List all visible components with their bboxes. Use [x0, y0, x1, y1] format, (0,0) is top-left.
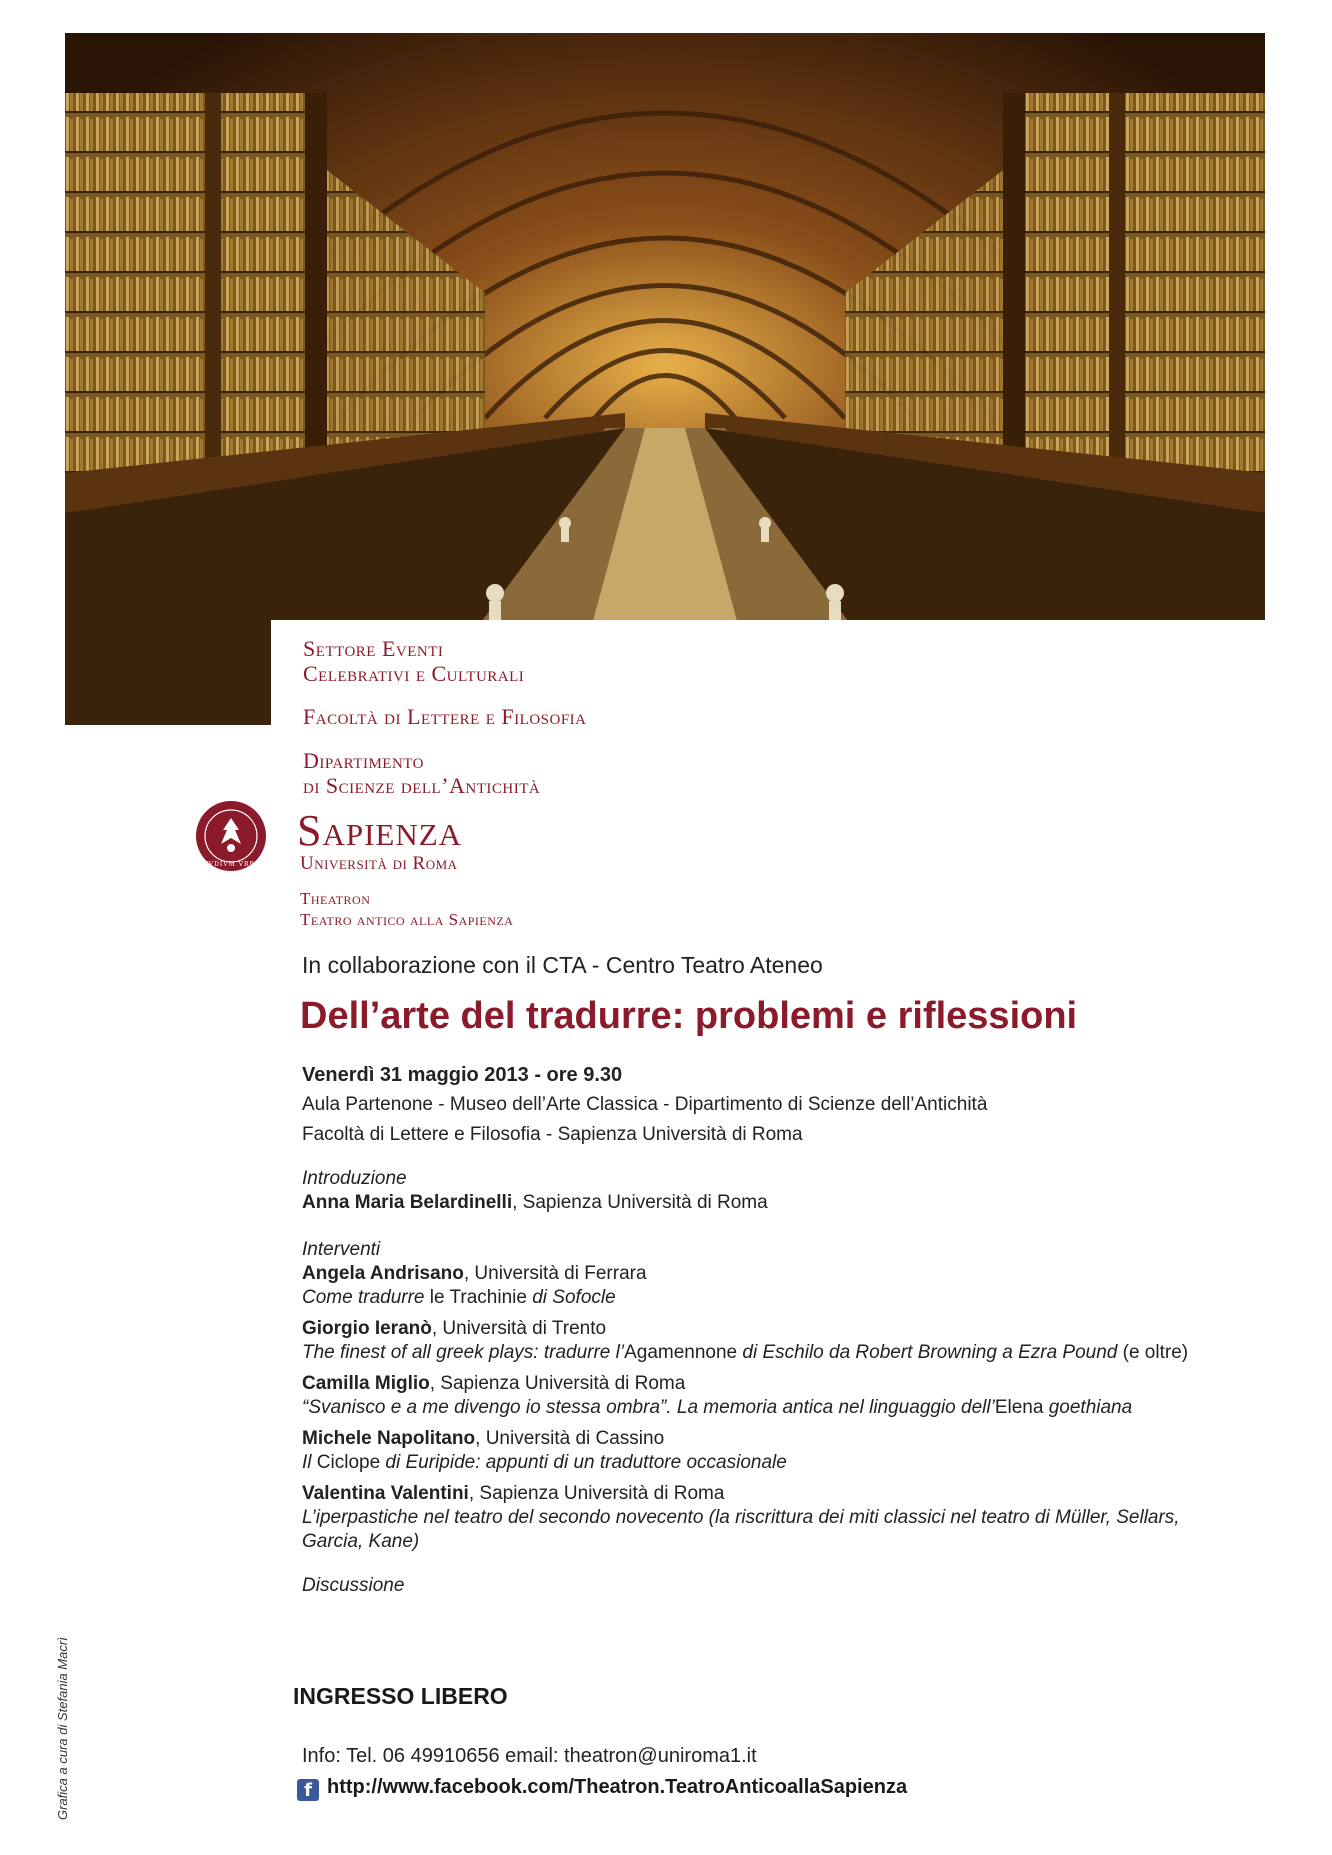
event-details [302, 1063, 987, 1147]
settore-eventi: Settore Eventi Celebrativi e Culturali [303, 636, 525, 686]
dipartimento: Dipartimento di Scienze dell’Antichità [303, 748, 541, 798]
speaker-item: Michele Napolitano, Università di Cassino Il Ciclope di Euripide: appunti di un traduttore occasionale [302, 1428, 787, 1473]
collaboration-line: In collaborazione con il CTA - Centro Teatro Ateneo [302, 952, 823, 978]
universita-di-roma: Università di Roma [300, 853, 458, 874]
speaker-item: Camilla Miglio, Sapienza Università di Roma “Svanisco e a me divengo io stessa ombra”. La memoria antica nel linguaggio dell’Elena goethiana [302, 1373, 1133, 1418]
event-place-1: Aula Partenone - Museo dell’Arte Classica - Dipartimento di Scienze dell’Antichità [302, 1094, 988, 1115]
facebook-url[interactable]: http://www.facebook.com/Theatron.TeatroAnticoallaSapienza [327, 1776, 908, 1798]
interventi-label: Interventi [302, 1239, 381, 1260]
interventi-section [302, 1238, 1188, 1598]
design-credit: Grafica a cura di Stefania Macrì [55, 1637, 70, 1820]
facolta-lettere: Facoltà di Lettere e Filosofia [303, 704, 587, 729]
theatron: Theatron Teatro antico alla Sapienza [300, 889, 514, 929]
intro-label: Introduzione [302, 1168, 407, 1189]
speaker-item: Angela Andrisano, Università di Ferrara Come tradurre le Trachinie di Sofocle [302, 1263, 647, 1308]
discussion-label: Discussione [302, 1575, 405, 1596]
facebook-icon: f [297, 1779, 319, 1801]
ingresso-libero: INGRESSO LIBERO [293, 1683, 508, 1709]
introduction-section [302, 1167, 768, 1215]
speaker-item: Valentina Valentini, Sapienza Università di Roma L’iperpastiche nel teatro del secondo novecento (la riscrittura dei miti classici nel teatro di Müller, Sellars, Garcia, Kane) [302, 1483, 1180, 1552]
event-title: Dell’arte del tradurre: problemi e riflessioni [300, 995, 1078, 1037]
event-date: Venerdì 31 maggio 2013 - ore 9.30 [302, 1064, 623, 1086]
sapienza-wordmark: Sapienza [297, 806, 463, 855]
intro-speaker: Anna Maria Belardinelli, Sapienza Università di Roma [302, 1192, 768, 1213]
sapienza-seal-icon [195, 800, 267, 872]
contact-info: Info: Tel. 06 49910656 email: theatron@uniroma1.it [302, 1745, 757, 1767]
facebook-link[interactable] [297, 1776, 907, 1801]
svg-text:STVDIVM VRBIS: STVDIVM VRBIS [198, 861, 264, 868]
speaker-item: Giorgio Ieranò, Università di Trento The finest of all greek plays: tradurre l’Agamennone di Eschilo da Robert Browning a Ezra Pound (e oltre) [302, 1318, 1189, 1363]
event-place-2: Facoltà di Lettere e Filosofia - Sapienza Università di Roma [302, 1124, 803, 1145]
